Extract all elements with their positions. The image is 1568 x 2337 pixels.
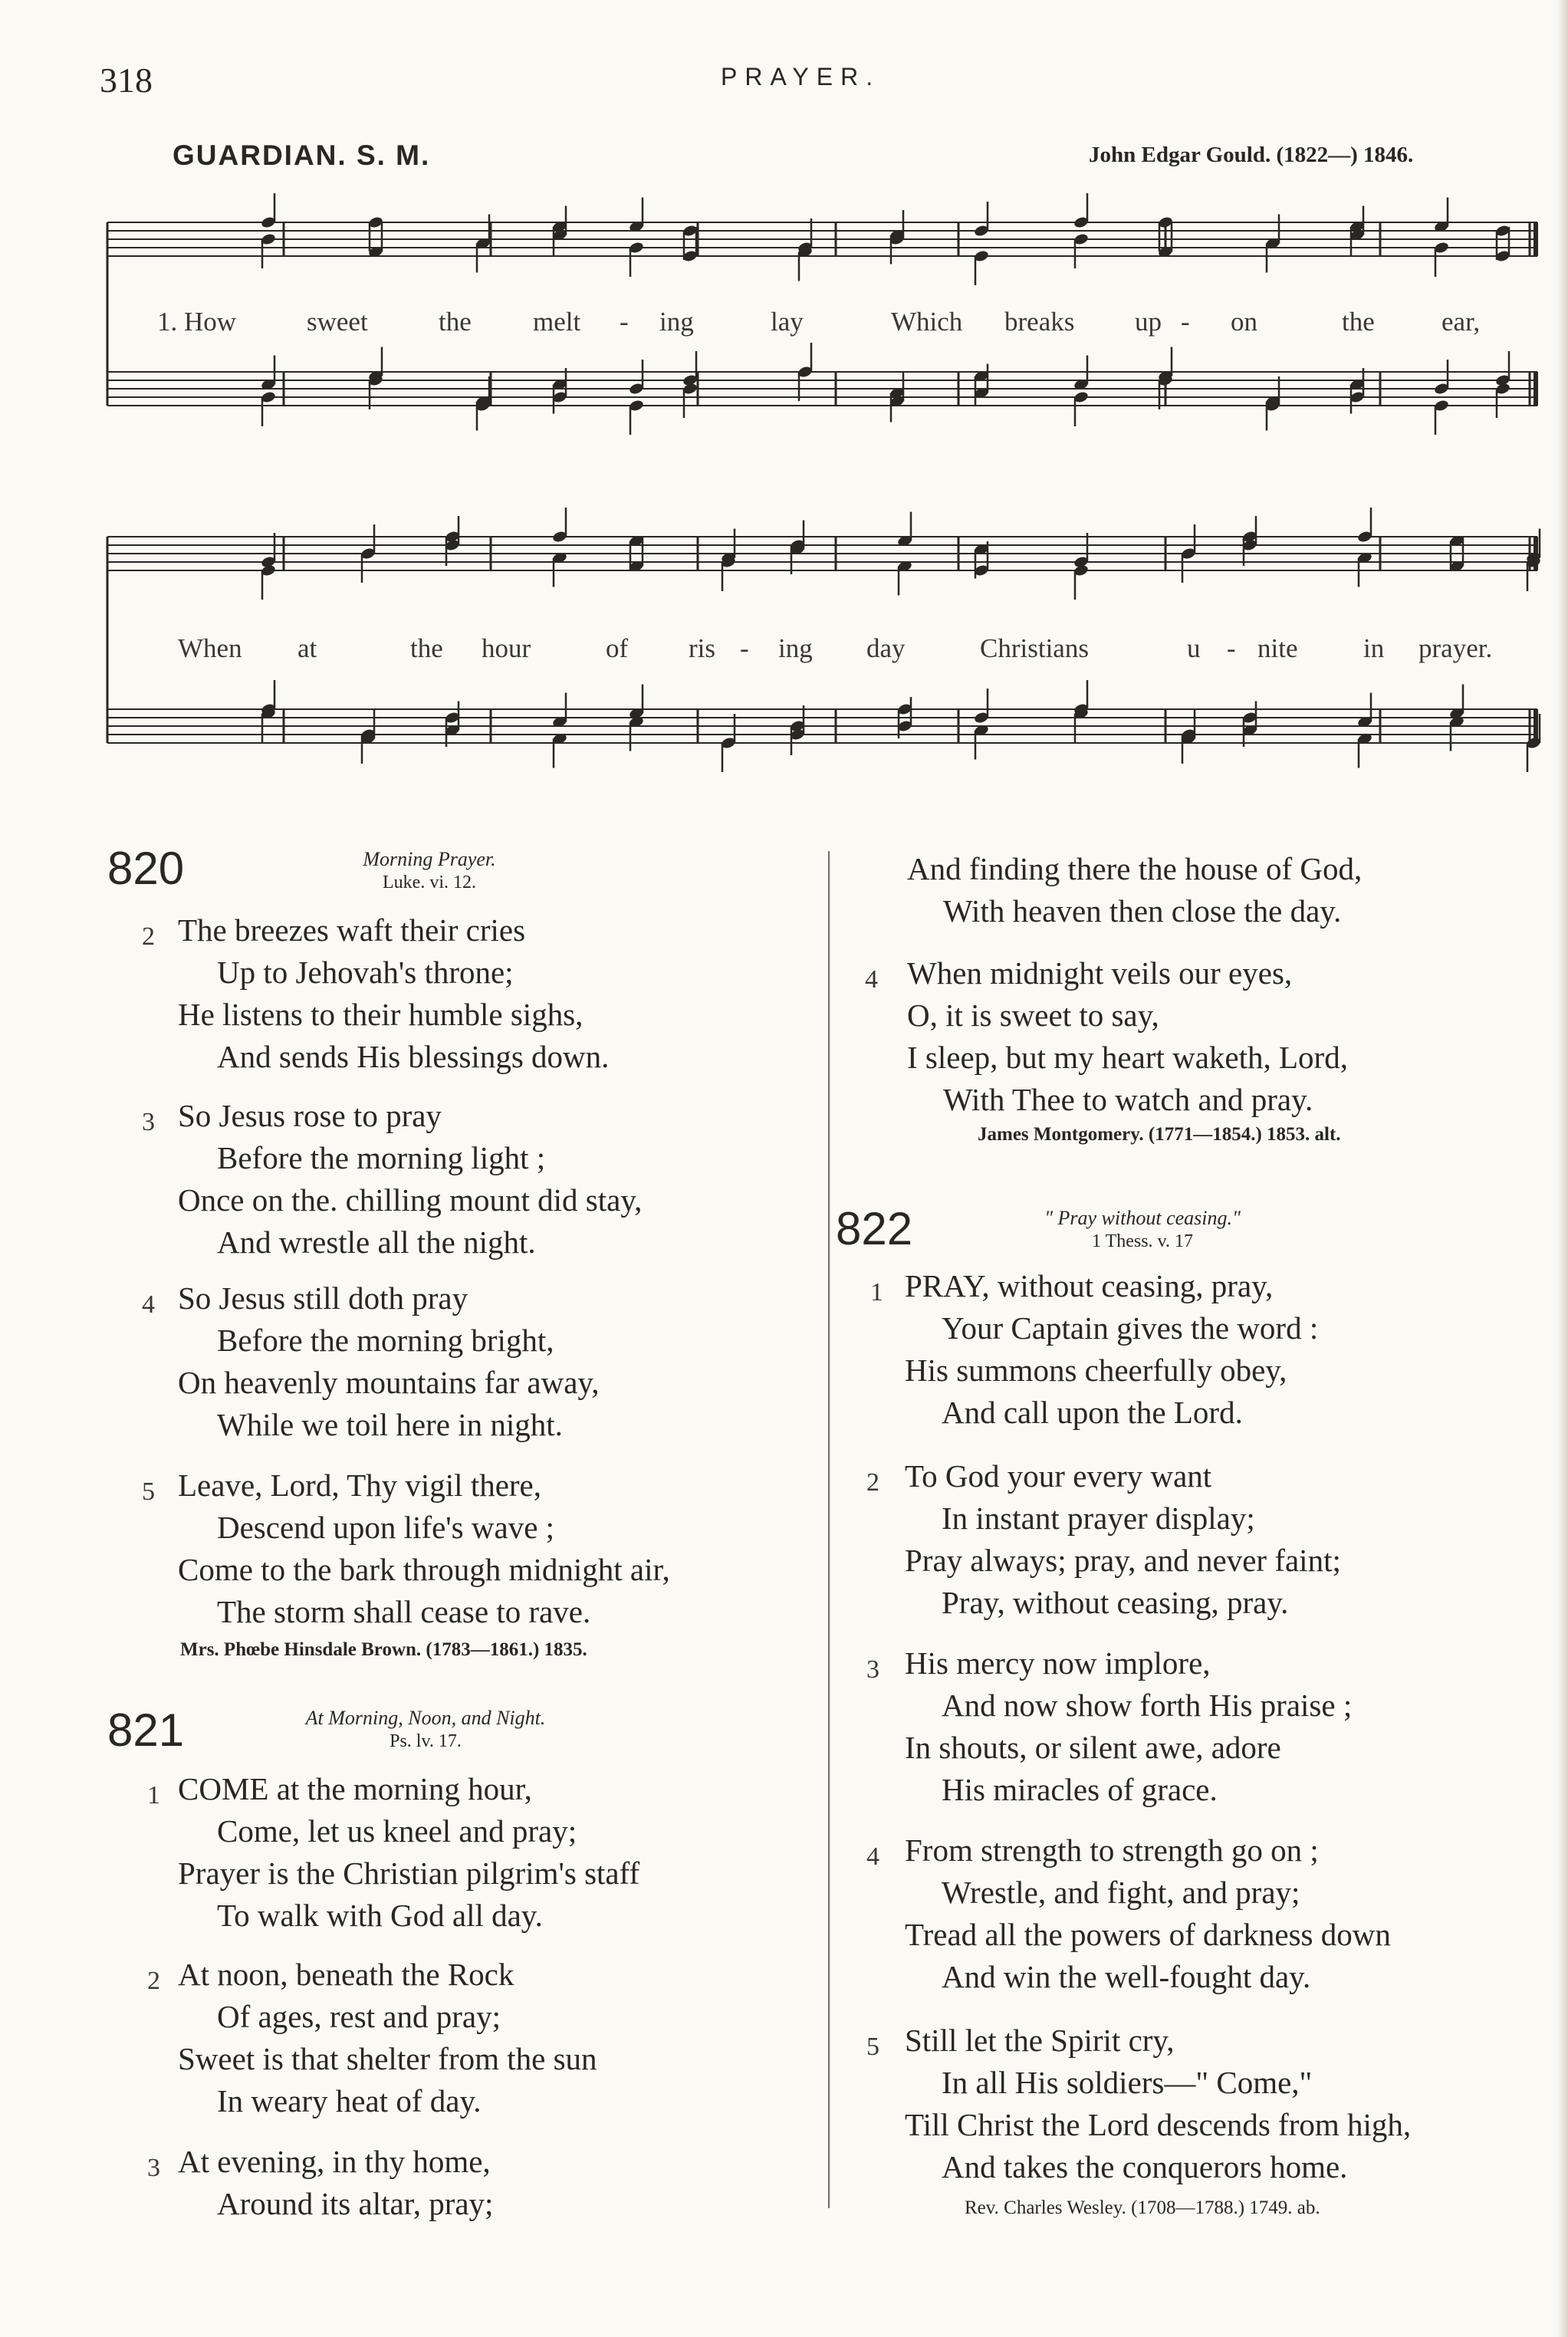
verse-number: 5 — [866, 2033, 879, 2061]
lyric-syllable: on — [1231, 307, 1257, 337]
lyric-syllable: day — [866, 633, 906, 663]
verse-line: I sleep, but my heart waketh, Lord, — [907, 1040, 1348, 1075]
tune-name: GUARDIAN. S. M. — [173, 140, 431, 171]
running-head: PRAYER. — [721, 63, 881, 90]
verse-line: The breezes waft their cries — [178, 912, 526, 948]
lyric-syllable: - — [620, 307, 629, 337]
lyric-syllable: lay — [771, 307, 804, 337]
verse-line: Come to the bark through midnight air, — [178, 1552, 670, 1587]
tune-composer: John Edgar Gould. (1822—) 1846. — [1089, 143, 1414, 167]
verse-number: 3 — [866, 1655, 879, 1684]
music-score — [92, 184, 1549, 797]
hymn-scripture-ref: Ps. lv. 17. — [390, 1731, 462, 1751]
lyric-syllable: ear, — [1441, 307, 1481, 337]
verse-line: His mercy now implore, — [905, 1645, 1211, 1681]
verse-line: PRAY, without ceasing, pray, — [905, 1268, 1274, 1303]
verse-line: In instant prayer display; — [942, 1500, 1255, 1536]
lyric-syllable: the — [439, 307, 472, 337]
verse-line: When midnight veils our eyes, — [907, 955, 1293, 991]
verse-line: His miracles of grace. — [942, 1772, 1218, 1807]
hymn-scripture-ref: 1 Thess. v. 17 — [1092, 1231, 1193, 1251]
verse-line: And takes the conquerors home. — [942, 2149, 1348, 2184]
verse-number: 5 — [142, 1477, 155, 1506]
lyric-syllable: - — [740, 633, 749, 663]
verse-line: In all His soldiers—" Come," — [942, 2065, 1313, 2100]
verse-line: Till Christ the Lord descends from high, — [905, 2107, 1412, 2142]
lyric-syllable: breaks — [1004, 307, 1075, 337]
verse-number: 4 — [866, 1842, 879, 1871]
hymn-attribution: Mrs. Phœbe Hinsdale Brown. (1783—1861.) 1835. — [180, 1639, 587, 1660]
hymn-attribution: James Montgomery. (1771—1854.) 1853. alt. — [978, 1124, 1341, 1145]
hymn-number: 822 — [836, 1203, 913, 1254]
verse-number: 2 — [142, 922, 155, 951]
verse-line: Around its altar, pray; — [217, 2186, 494, 2221]
verse-line: Still let the Spirit cry, — [905, 2023, 1175, 2058]
verse-line: Prayer is the Christian pilgrim's staff — [178, 1855, 640, 1891]
verse-line: And finding there the house of God, — [907, 851, 1363, 886]
lyric-syllable: ing — [659, 307, 694, 337]
verse-line: He listens to their humble sighs, — [178, 997, 583, 1032]
lyric-syllable: hour — [482, 633, 531, 663]
verse-line: So Jesus rose to pray — [178, 1098, 442, 1133]
lyric-syllable: at — [297, 633, 317, 663]
lyric-syllable: 1. How — [157, 307, 237, 337]
verse-line: With heaven then close the day. — [943, 893, 1342, 929]
verse-number: 3 — [147, 2154, 160, 2182]
hymn-title: Morning Prayer. — [363, 848, 496, 870]
verse-line: And now show forth His praise ; — [942, 1688, 1353, 1723]
verse-line: Pray, without ceasing, pray. — [942, 1585, 1289, 1620]
verse-line: Tread all the powers of darkness down — [905, 1917, 1391, 1952]
verse-number: 4 — [142, 1290, 155, 1319]
lyric-syllable: Which — [891, 307, 963, 337]
verse-line: To God your every want — [905, 1458, 1212, 1494]
lyric-syllable: the — [1342, 307, 1375, 337]
lyric-syllable: nite — [1257, 633, 1298, 663]
verse-line: On heavenly mountains far away, — [178, 1365, 600, 1400]
verse-number: 4 — [865, 965, 878, 994]
verse-line: His summons cheerfully obey, — [905, 1353, 1287, 1388]
verse-number: 2 — [147, 1967, 160, 1995]
verse-line: And call upon the Lord. — [942, 1395, 1243, 1430]
hymn-number: 820 — [107, 843, 185, 894]
lyric-syllable: - — [1181, 307, 1190, 337]
lyric-syllable: melt — [533, 307, 581, 337]
verse-line: In weary heat of day. — [217, 2083, 482, 2118]
lyric-syllable: prayer. — [1418, 633, 1493, 663]
verse-line: Sweet is that shelter from the sun — [178, 2041, 597, 2076]
verse-line: To walk with God all day. — [217, 1898, 543, 1933]
verse-line: From strength to strength go on ; — [905, 1832, 1319, 1868]
lyric-syllable: of — [606, 633, 629, 663]
hymn-number: 821 — [107, 1704, 185, 1756]
lyric-syllable: the — [410, 633, 443, 663]
lyric-syllable: When — [178, 633, 242, 663]
verse-line: Of ages, rest and pray; — [217, 1999, 501, 2034]
hymn-title: At Morning, Noon, and Night. — [305, 1707, 546, 1729]
lyric-syllable: - — [1227, 633, 1236, 663]
page-number: 318 — [100, 61, 153, 100]
verse-number: 1 — [870, 1278, 883, 1307]
lyric-syllable: u — [1187, 633, 1201, 663]
verse-line: And sends His blessings down. — [217, 1039, 610, 1074]
verse-line: Wrestle, and fight, and pray; — [942, 1875, 1300, 1910]
page-edge — [1557, 0, 1568, 2337]
verse-line: Leave, Lord, Thy vigil there, — [178, 1468, 542, 1503]
verse-number: 2 — [866, 1468, 879, 1497]
lyric-syllable: Christians — [980, 633, 1089, 663]
verse-line: Come, let us kneel and pray; — [217, 1813, 577, 1849]
verse-line: And win the well-fought day. — [942, 1959, 1311, 1994]
verse-line: Up to Jehovah's throne; — [217, 955, 514, 990]
lyric-syllable: sweet — [307, 307, 368, 337]
column-divider — [828, 851, 830, 2208]
verse-line: O, it is sweet to say, — [907, 998, 1159, 1033]
lyric-syllable: in — [1363, 633, 1385, 663]
lyric-syllable: up — [1135, 307, 1162, 337]
verse-number: 3 — [142, 1108, 155, 1136]
verse-line: Descend upon life's wave ; — [217, 1510, 555, 1545]
verse-line: So Jesus still doth pray — [178, 1280, 468, 1316]
hymn-attribution: Rev. Charles Wesley. (1708—1788.) 1749. ab. — [965, 2197, 1320, 2218]
hymn-scripture-ref: Luke. vi. 12. — [383, 873, 476, 892]
verse-number: 1 — [147, 1781, 160, 1809]
lyric-syllable: ing — [778, 633, 813, 663]
verse-line: And wrestle all the night. — [217, 1224, 536, 1260]
lyric-syllable: ris — [689, 633, 715, 663]
verse-line: In shouts, or silent awe, adore — [905, 1730, 1281, 1765]
verse-line: At evening, in thy home, — [178, 2144, 491, 2179]
verse-line: Before the morning bright, — [217, 1323, 554, 1358]
verse-line: Pray always; pray, and never faint; — [905, 1543, 1341, 1578]
verse-line: The storm shall cease to rave. — [217, 1594, 591, 1629]
verse-line: While we toil here in night. — [217, 1407, 563, 1442]
verse-line: Once on the. chilling mount did stay, — [178, 1182, 643, 1218]
verse-line: With Thee to watch and pray. — [943, 1082, 1313, 1117]
hymn-title: " Pray without ceasing." — [1044, 1207, 1241, 1229]
verse-line: COME at the morning hour, — [178, 1771, 532, 1806]
verse-line: Your Captain gives the word : — [942, 1310, 1319, 1346]
verse-line: Before the morning light ; — [217, 1140, 546, 1175]
verse-line: At noon, beneath the Rock — [178, 1957, 514, 1992]
